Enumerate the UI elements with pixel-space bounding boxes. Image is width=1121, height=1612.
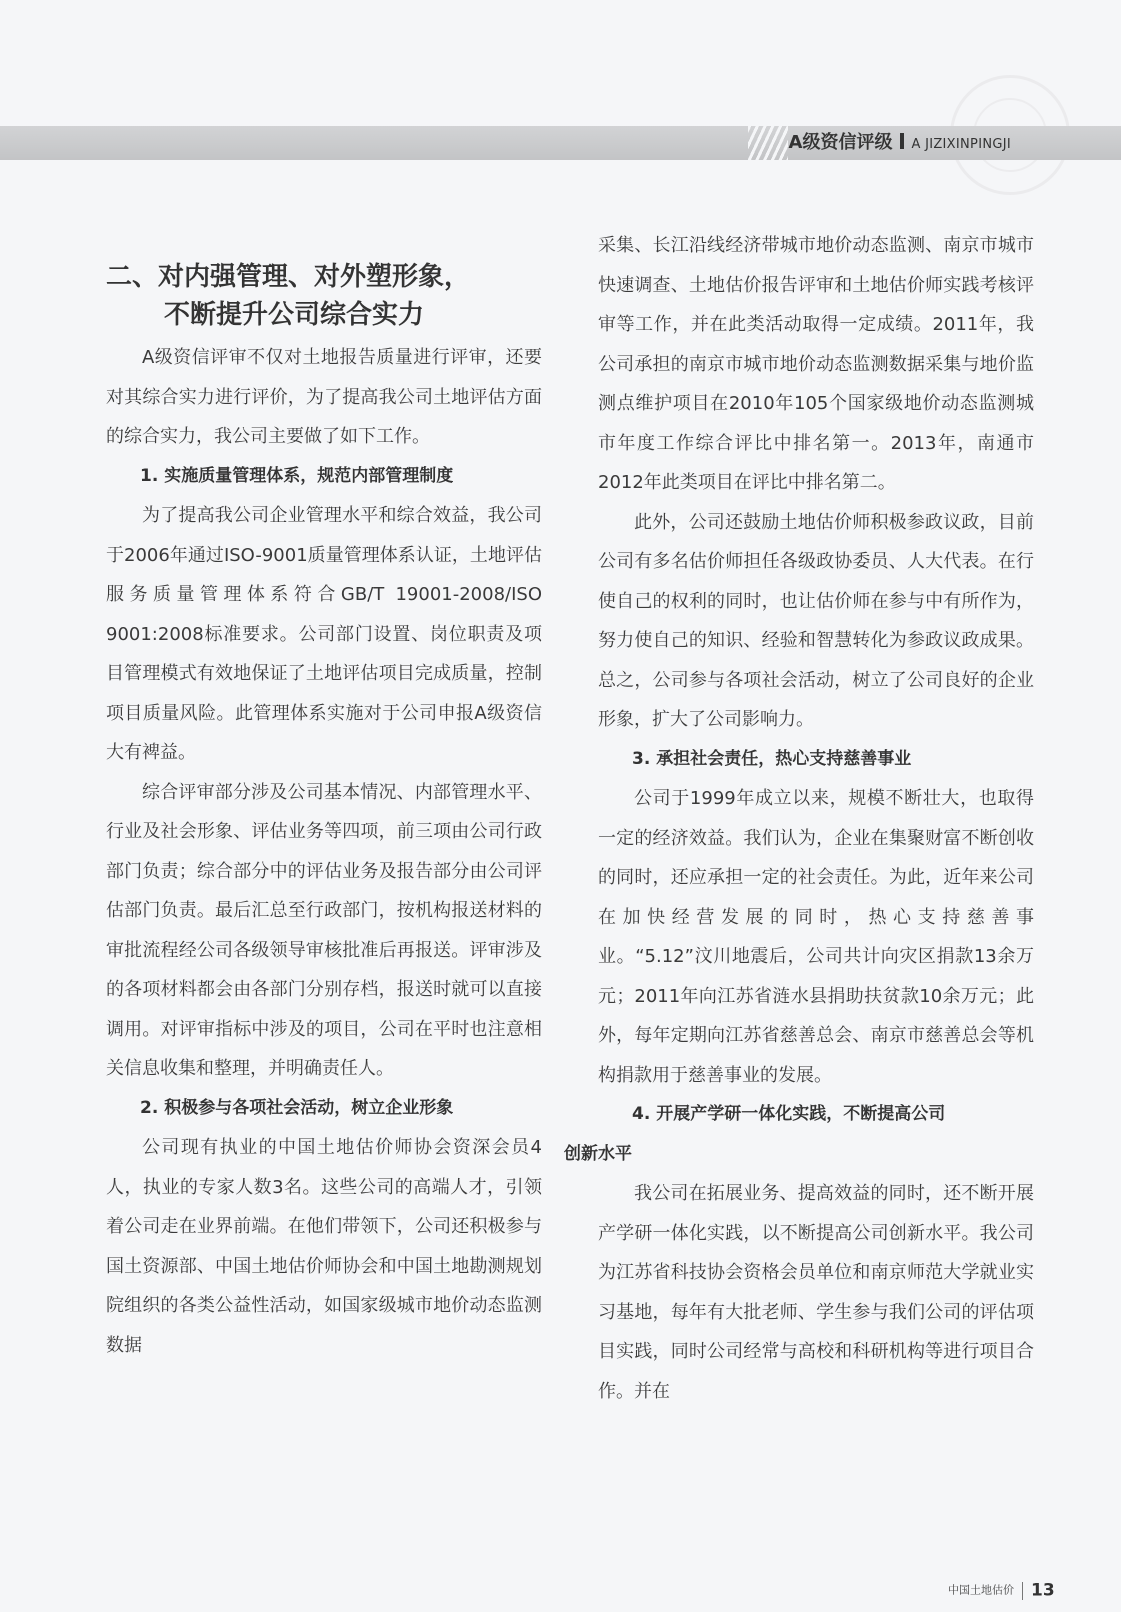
right-column: [564, 226, 1034, 1411]
subheading-4: [564, 1095, 1034, 1174]
subheading-1: 1. 实施质量管理体系，规范内部管理制度: [140, 465, 454, 486]
section-heading-line2: 不断提升公司综合实力: [164, 300, 425, 330]
paragraph-political-participation: 此外，公司还鼓励土地估价师积极参政议政，目前公司有多名估价师担任各级政协委员、人大代表。在行使自己的权利的同时，也让估价师在参与中有所作为，努力使自己的知识、经验和智慧转化为参政议政成果。总之，公司参与各项社会活动，树立了公司良好的企业形象，扩大了公司影响力。: [598, 511, 1034, 730]
left-column: [106, 226, 542, 1365]
page-number: 13: [1031, 1580, 1055, 1601]
section-name-en: A JIZIXINPINGJI: [911, 137, 1011, 152]
section-heading-line1: 二、对内强管理、对外塑形象，: [106, 262, 471, 292]
paragraph-continued: 采集、长江沿线经济带城市地价动态监测、南京市城市快速调查、土地估价报告评审和土地估价师实践考核评审等工作，并在此类活动取得一定成绩。2011年，我公司承担的南京市城市地价动态监测数据采集与地价监测点维护项目在2010年105个国家级地价动态监测城市年度工作综合评比中排名第一。2013年，南通市2012年此类项目在评比中排名第二。: [598, 235, 1034, 493]
paragraph-research: 我公司在拓展业务、提高效益的同时，还不断开展产学研一体化实践，以不断提高公司创新水平。我公司为江苏省科技协会资格会员单位和南京师范大学就业实习基地，每年有大批老师、学生参与我们公司的评估项目实践，同时公司经常与高校和科研机构等进行项目合作。并在: [598, 1183, 1034, 1402]
magazine-name: 中国土地估价: [948, 1583, 1014, 1597]
subheading-4-line2: 创新水平: [564, 1143, 632, 1164]
paragraph-charity: 公司于1999年成立以来，规模不断壮大，也取得一定的经济效益。我们认为，企业在集聚财富不断创收的同时，还应承担一定的社会责任。为此，近年来公司在加快经营发展的同时，热心支持慈善事业。“5.12”汶川地震后，公司共计向灾区捐款13余万元；2011年向江苏省涟水县捐助扶贫款10余万元；此外，每年定期向江苏省慈善总会、南京市慈善总会等机构捐款用于慈善事业的发展。: [598, 788, 1034, 1086]
intro-paragraph: A级资信评审不仅对土地报告质量进行评审，还要对其综合实力进行评价，为了提高我公司土地评估方面的综合实力，我公司主要做了如下工作。: [106, 347, 542, 447]
header-divider-bar: [900, 133, 904, 149]
subheading-2: 2. 积极参与各项社会活动，树立企业形象: [140, 1097, 454, 1118]
paragraph-quality-system: 为了提高我公司企业管理水平和综合效益，我公司于2006年通过ISO-9001质量管理体系认证，土地评估服务质量管理体系符合GB/T 19001-2008/ISO 9001:2008标准要求。公司部门设置、岗位职责及项目管理模式有效地保证了土地评估项目完成质量，控制项目质量风险。此管理体系实施对于公司申报A级资信大有裨益。: [106, 505, 542, 763]
header-stripe-decoration: [748, 126, 788, 160]
section-header-title: [789, 131, 1011, 155]
paragraph-members: 公司现有执业的中国土地估价师协会资深会员4人，执业的专家人数3名。这些公司的高端人才，引领着公司走在业界前端。在他们带领下，公司还积极参与国土资源部、中国土地估价师协会和中国土地勘测规划院组织的各类公益性活动，如国家级城市地价动态监测数据: [106, 1137, 542, 1356]
footer-divider: [1022, 1582, 1023, 1600]
section-name-cn: A级资信评级: [788, 132, 893, 153]
subheading-3: 3. 承担社会责任，热心支持慈善事业: [632, 748, 912, 769]
paragraph-comprehensive-review: 综合评审部分涉及公司基本情况、内部管理水平、行业及社会形象、评估业务等四项，前三项由公司行政部门负责；综合部分中的评估业务及报告部分由公司评估部门负责。最后汇总至行政部门，按机构报送材料的审批流程经公司各级领导审核批准后再报送。评审涉及的各项材料都会由各部门分别存档，报送时就可以直接调用。对评审指标中涉及的项目，公司在平时也注意相关信息收集和整理，并明确责任人。: [106, 781, 542, 1079]
subheading-4-line1: 4. 开展产学研一体化实践，不断提高公司: [632, 1104, 946, 1124]
page-footer: [948, 1577, 1055, 1603]
section-heading: [106, 258, 542, 334]
